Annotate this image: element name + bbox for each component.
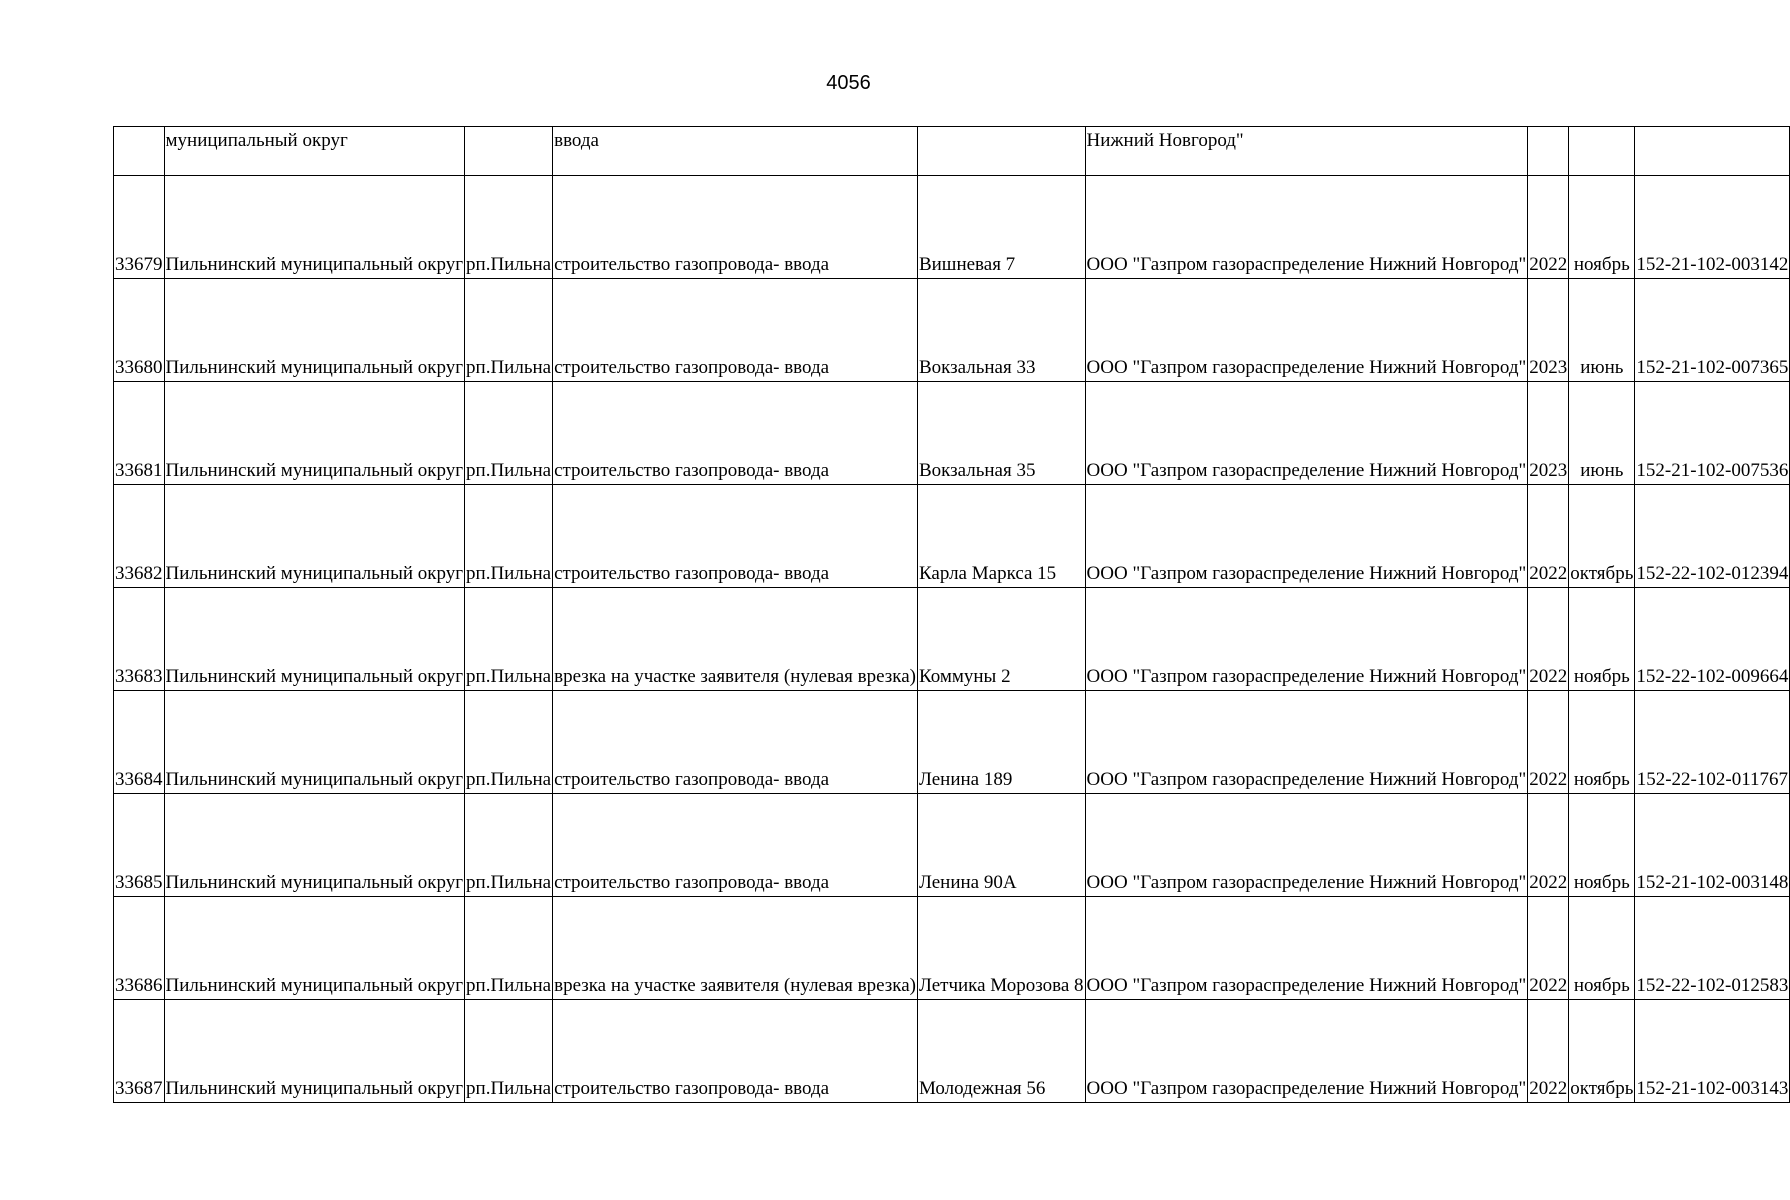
settlement-cell: рп.Пильна	[465, 176, 553, 279]
organization-cell: ООО "Газпром газораспределение Нижний Новгород"	[1085, 588, 1528, 691]
district-cell: Пильнинский муниципальный округ	[164, 485, 465, 588]
page-number: 4056	[826, 72, 871, 94]
year-cell: 2022	[1528, 588, 1569, 691]
row-number-cell: 33680	[114, 279, 165, 382]
district-cell: Пильнинский муниципальный округ	[164, 588, 465, 691]
table-row	[114, 485, 1790, 588]
code-cell: 152-22-102-012583	[1635, 897, 1790, 1000]
row-number-cell: 33686	[114, 897, 165, 1000]
gas-connection-table	[113, 126, 1790, 1103]
address-cell: Летчика Морозова 8	[917, 897, 1085, 1000]
address-cell	[917, 127, 1085, 176]
month-cell: октябрь	[1569, 1000, 1635, 1103]
code-cell: 152-21-102-007365	[1635, 279, 1790, 382]
district-cell: Пильнинский муниципальный округ	[164, 176, 465, 279]
row-number-cell: 33681	[114, 382, 165, 485]
table-row	[114, 794, 1790, 897]
month-cell: июнь	[1569, 382, 1635, 485]
month-cell: октябрь	[1569, 485, 1635, 588]
month-cell: ноябрь	[1569, 897, 1635, 1000]
row-number-cell	[114, 127, 165, 176]
table-row	[114, 897, 1790, 1000]
work-type-cell: врезка на участке заявителя (нулевая врезка)	[553, 588, 918, 691]
row-number-cell: 33687	[114, 1000, 165, 1103]
work-type-cell: строительство газопровода- ввода	[553, 1000, 918, 1103]
year-cell: 2022	[1528, 176, 1569, 279]
code-cell: 152-22-102-009664	[1635, 588, 1790, 691]
address-cell: Вокзальная 33	[917, 279, 1085, 382]
settlement-cell: рп.Пильна	[465, 485, 553, 588]
organization-cell: ООО "Газпром газораспределение Нижний Новгород"	[1085, 897, 1528, 1000]
row-number-cell: 33683	[114, 588, 165, 691]
organization-cell: ООО "Газпром газораспределение Нижний Новгород"	[1085, 1000, 1528, 1103]
code-cell: 152-22-102-012394	[1635, 485, 1790, 588]
month-cell: июнь	[1569, 279, 1635, 382]
work-type-cell: ввода	[553, 127, 918, 176]
address-cell: Вокзальная 35	[917, 382, 1085, 485]
settlement-cell: рп.Пильна	[465, 897, 553, 1000]
table-row	[114, 588, 1790, 691]
organization-cell: ООО "Газпром газораспределение Нижний Новгород"	[1085, 794, 1528, 897]
settlement-cell: рп.Пильна	[465, 794, 553, 897]
work-type-cell: строительство газопровода- ввода	[553, 485, 918, 588]
row-number-cell: 33684	[114, 691, 165, 794]
address-cell: Вишневая 7	[917, 176, 1085, 279]
code-cell: 152-21-102-007536	[1635, 382, 1790, 485]
year-cell: 2023	[1528, 279, 1569, 382]
organization-cell: ООО "Газпром газораспределение Нижний Новгород"	[1085, 691, 1528, 794]
year-cell: 2022	[1528, 1000, 1569, 1103]
row-number-cell: 33682	[114, 485, 165, 588]
work-type-cell: строительство газопровода- ввода	[553, 691, 918, 794]
month-cell: ноябрь	[1569, 176, 1635, 279]
work-type-cell: строительство газопровода- ввода	[553, 794, 918, 897]
month-cell: ноябрь	[1569, 691, 1635, 794]
table-row	[114, 176, 1790, 279]
settlement-cell: рп.Пильна	[465, 588, 553, 691]
work-type-cell: строительство газопровода- ввода	[553, 279, 918, 382]
district-cell: Пильнинский муниципальный округ	[164, 1000, 465, 1103]
address-cell: Ленина 189	[917, 691, 1085, 794]
address-cell: Молодежная 56	[917, 1000, 1085, 1103]
district-cell: Пильнинский муниципальный округ	[164, 382, 465, 485]
organization-cell: ООО "Газпром газораспределение Нижний Новгород"	[1085, 485, 1528, 588]
month-cell	[1569, 127, 1635, 176]
address-cell: Ленина 90А	[917, 794, 1085, 897]
work-type-cell: строительство газопровода- ввода	[553, 382, 918, 485]
table-row	[114, 382, 1790, 485]
table-row-continued	[114, 127, 1790, 176]
district-cell: муниципальный округ	[164, 127, 465, 176]
address-cell: Коммуны 2	[917, 588, 1085, 691]
month-cell: ноябрь	[1569, 794, 1635, 897]
year-cell: 2022	[1528, 691, 1569, 794]
table-row	[114, 279, 1790, 382]
table-row	[114, 691, 1790, 794]
row-number-cell: 33679	[114, 176, 165, 279]
row-number-cell: 33685	[114, 794, 165, 897]
organization-cell: ООО "Газпром газораспределение Нижний Новгород"	[1085, 382, 1528, 485]
work-type-cell: врезка на участке заявителя (нулевая врезка)	[553, 897, 918, 1000]
address-cell: Карла Маркса 15	[917, 485, 1085, 588]
organization-cell: Нижний Новгород"	[1085, 127, 1528, 176]
code-cell: 152-21-102-003148	[1635, 794, 1790, 897]
year-cell	[1528, 127, 1569, 176]
year-cell: 2023	[1528, 382, 1569, 485]
organization-cell: ООО "Газпром газораспределение Нижний Новгород"	[1085, 176, 1528, 279]
code-cell: 152-22-102-011767	[1635, 691, 1790, 794]
year-cell: 2022	[1528, 794, 1569, 897]
settlement-cell: рп.Пильна	[465, 691, 553, 794]
code-cell	[1635, 127, 1790, 176]
year-cell: 2022	[1528, 897, 1569, 1000]
district-cell: Пильнинский муниципальный округ	[164, 794, 465, 897]
settlement-cell: рп.Пильна	[465, 1000, 553, 1103]
year-cell: 2022	[1528, 485, 1569, 588]
district-cell: Пильнинский муниципальный округ	[164, 691, 465, 794]
district-cell: Пильнинский муниципальный округ	[164, 897, 465, 1000]
table-body	[114, 127, 1790, 1103]
settlement-cell: рп.Пильна	[465, 279, 553, 382]
code-cell: 152-21-102-003143	[1635, 1000, 1790, 1103]
code-cell: 152-21-102-003142	[1635, 176, 1790, 279]
table-row	[114, 1000, 1790, 1103]
work-type-cell: строительство газопровода- ввода	[553, 176, 918, 279]
organization-cell: ООО "Газпром газораспределение Нижний Новгород"	[1085, 279, 1528, 382]
settlement-cell: рп.Пильна	[465, 382, 553, 485]
month-cell: ноябрь	[1569, 588, 1635, 691]
district-cell: Пильнинский муниципальный округ	[164, 279, 465, 382]
settlement-cell	[465, 127, 553, 176]
